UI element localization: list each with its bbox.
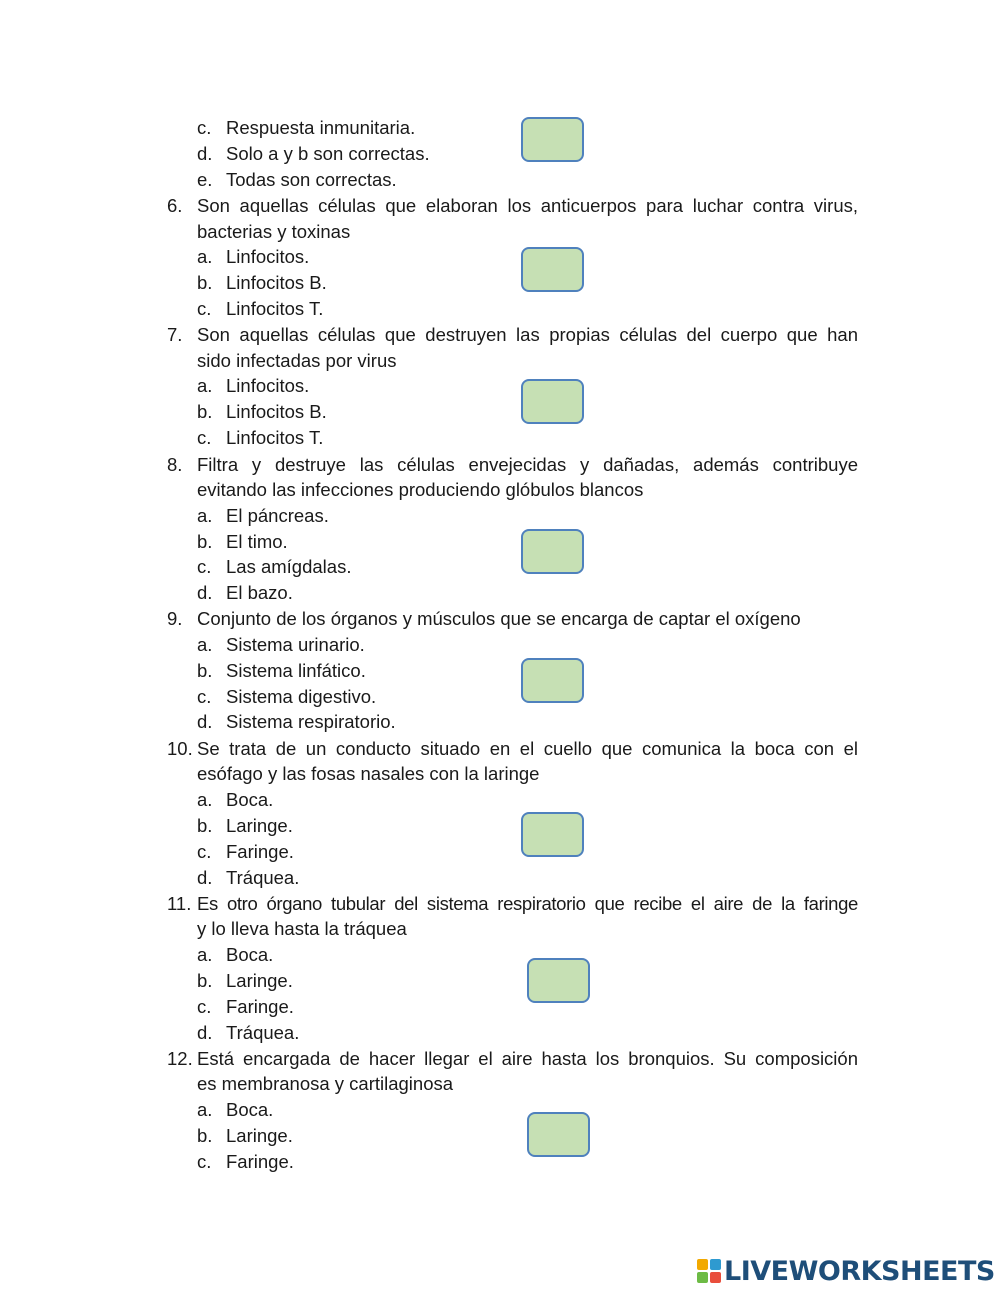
- question-text: y lo lleva hasta la tráquea: [197, 918, 407, 939]
- question-number: 8.: [167, 454, 183, 475]
- liveworksheets-icon: [697, 1259, 721, 1283]
- question-text: Es otro órgano tubular del sistema respiratorio que recibe el aire de la faringe: [197, 893, 858, 914]
- question-text: Conjunto de los órganos y músculos que se encarga de captar el oxígeno: [197, 608, 801, 629]
- answer-box-8[interactable]: [521, 529, 584, 574]
- answer-box-11[interactable]: [527, 958, 590, 1003]
- liveworksheets-logo: [697, 1256, 995, 1286]
- question-text: Son aquellas células que destruyen las propias células del cuerpo que han: [197, 324, 858, 345]
- question-number: 7.: [167, 324, 183, 345]
- question-text: bacterias y toxinas: [197, 221, 351, 242]
- question-number: 12.: [167, 1048, 193, 1069]
- question-number: 9.: [167, 608, 183, 629]
- question-number: 11.: [167, 893, 192, 914]
- answer-box-10[interactable]: [521, 812, 584, 857]
- question-text: Filtra y destruye las células envejecidas y dañadas, además contribuye: [197, 454, 858, 475]
- answer-box-6[interactable]: [521, 247, 584, 292]
- question-text: es membranosa y cartilaginosa: [197, 1073, 454, 1094]
- question-number: 6.: [167, 195, 183, 216]
- question-text: Son aquellas células que elaboran los anticuerpos para luchar contra virus,: [197, 195, 858, 216]
- question-text: Está encargada de hacer llegar el aire hasta los bronquios. Su composición: [197, 1048, 858, 1069]
- answer-box-5[interactable]: [521, 117, 584, 162]
- question-text: esófago y las fosas nasales con la laringe: [197, 763, 540, 784]
- answer-box-12[interactable]: [527, 1112, 590, 1157]
- answer-box-7[interactable]: [521, 379, 584, 424]
- question-text: evitando las infecciones produciendo glóbulos blancos: [197, 479, 644, 500]
- question-text: sido infectadas por virus: [197, 350, 397, 371]
- answer-box-9[interactable]: [521, 658, 584, 703]
- question-text: Se trata de un conducto situado en el cuello que comunica la boca con el: [197, 738, 858, 759]
- logo-text: LIVEWORKSHEETS: [724, 1255, 995, 1287]
- question-number: 10.: [167, 738, 193, 759]
